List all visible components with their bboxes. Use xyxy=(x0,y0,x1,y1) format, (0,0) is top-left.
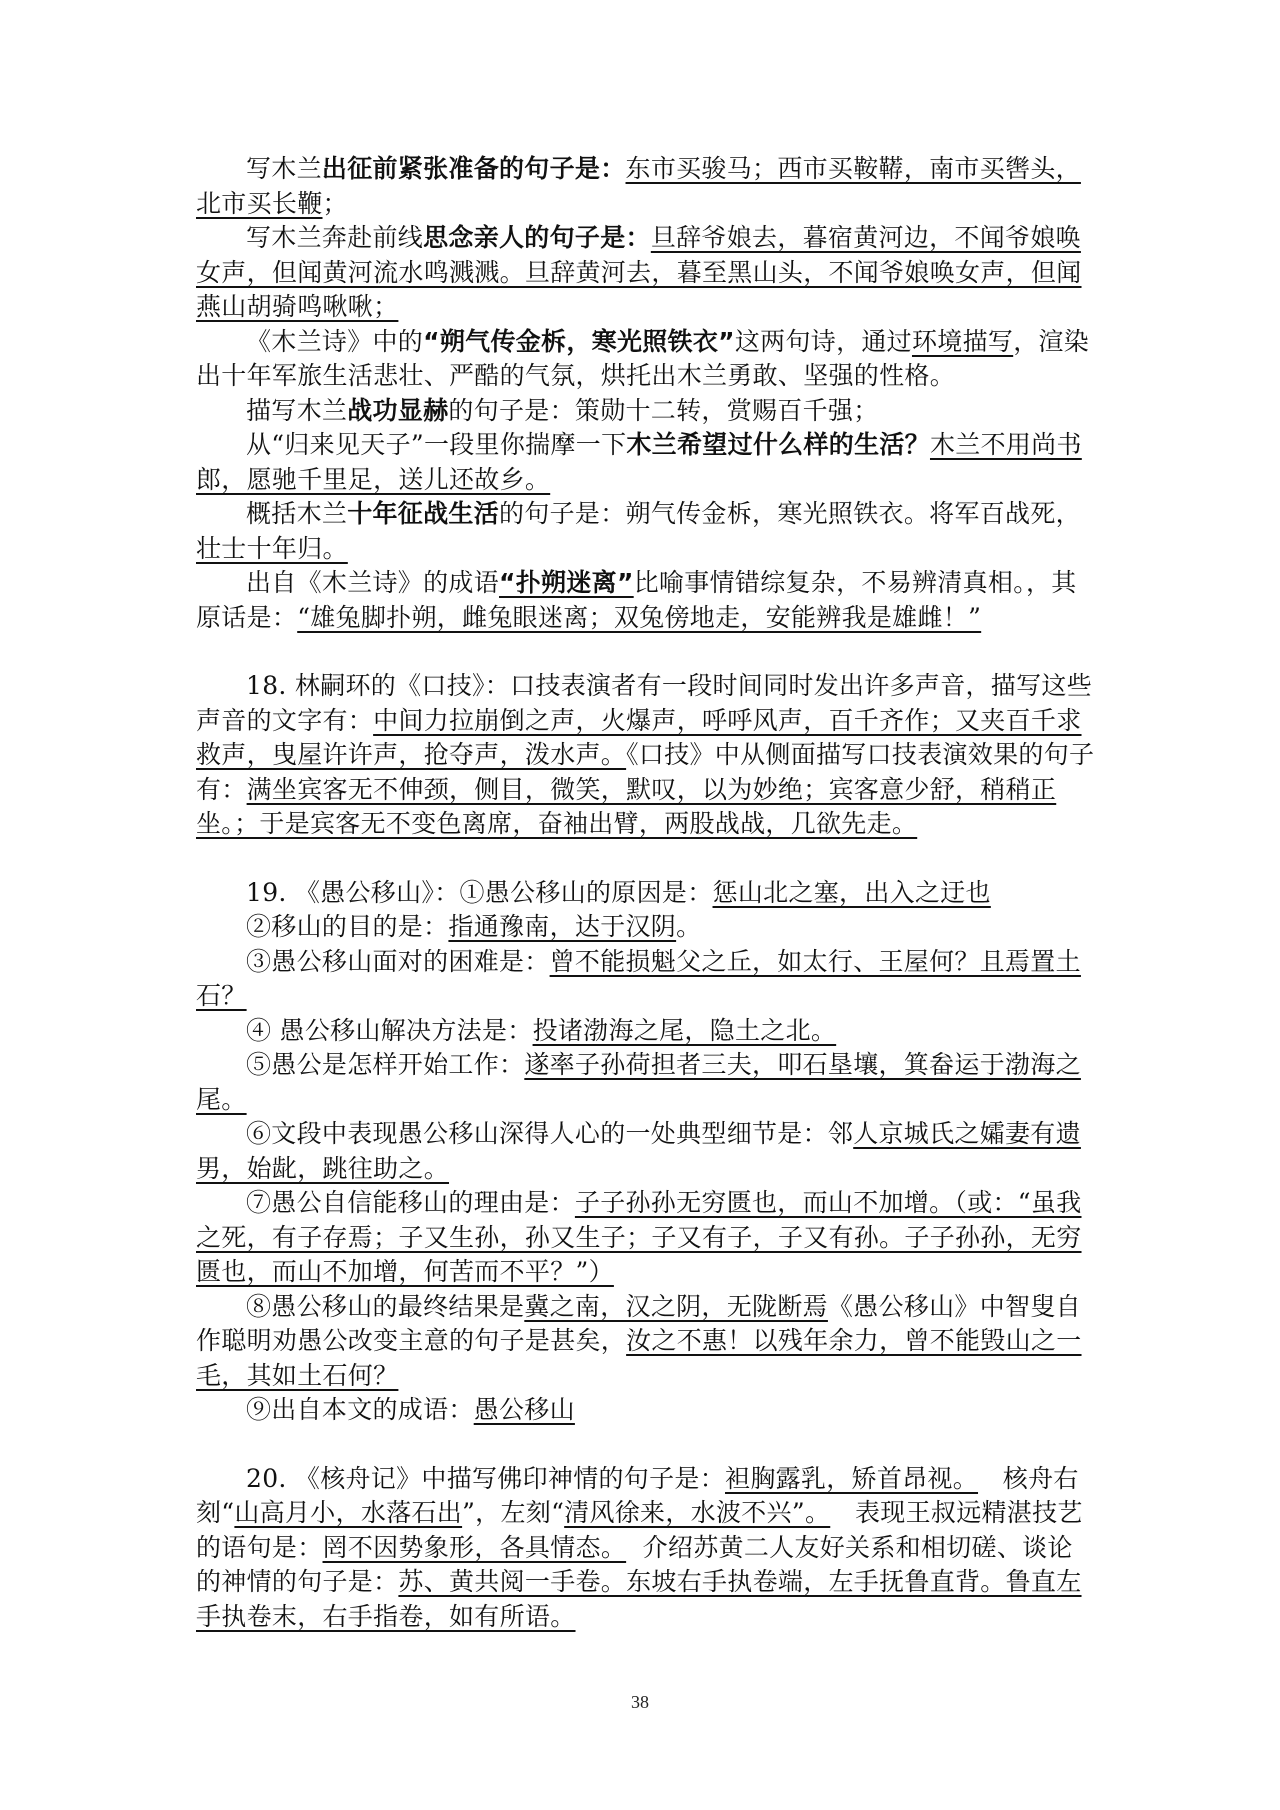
section-19-q8: ⑧愚公移山的最终结果是冀之南，汉之阴，无陇断焉《愚公移山》中智叟自作聪明劝愚公改变主意的句子是甚矣，汝之不惠！以残年余力，曾不能毁山之一毛，其如土石何？ xyxy=(196,1291,1082,1390)
section-20-hezhouji: 20. 《核舟记》中描写佛印神情的句子是：袒胸露乳，矫首昂视。 核舟右刻“山高月小，水落石出”，左刻“清风徐来，水波不兴”。 表现王叔远精湛技艺的语句是：罔不因势象形，各具情态。 介绍苏黄二人友好关系和相切磋、谈论的神情的句子是：苏、黄共阅一手卷。东坡右手执卷端，左手抚鲁直背。鲁直左手执卷末，右手指卷，如有所语。 xyxy=(196,1463,1083,1631)
spacer xyxy=(196,842,1096,876)
mulan-merit: 描写木兰战功显赫的句子是：策勋十二转，赏赐百千强； xyxy=(246,395,879,425)
mulan-wish: 从“归来见天子”一段里你揣摩一下木兰希望过什么样的生活？木兰不用尚书郎，愿驰千里足，送儿还故乡。 xyxy=(196,430,1082,494)
section-18-kouji: 18. 林嗣环的《口技》：口技表演者有一段时间同时发出许多声音，描写这些声音的文字有：中间力拉崩倒之声，火爆声，呼呼风声，百千齐作；又夹百千求救声，曳屋许许声，抢夺声，泼水声。《口技》中从侧面描写口技表演效果的句子有：满坐宾客无不伸颈，侧目，微笑，默叹，以为妙绝；宾客意少舒，稍稍正坐。；于是宾客无不变色离席，奋袖出臂，两股战战，几欲先走。 xyxy=(196,671,1095,838)
section-19-q7: ⑦愚公自信能移山的理由是：子子孙孙无穷匮也，而山不加增。（或：“虽我之死，有子存焉；子又生孙，孙又生子；子又有子，子又有孙。子子孙孙，无穷匮也，而山不加增，何苦而不平？”） xyxy=(196,1188,1082,1286)
section-19-q3: ③愚公移山面对的困难是：曾不能损魁父之丘，如太行、王屋何？且焉置土石？ xyxy=(196,946,1081,1010)
section-19-q9: ⑨出自本文的成语：愚公移山 xyxy=(246,1395,575,1424)
mulan-environment: 《木兰诗》中的“朔气传金柝，寒光照铁衣”这两句诗，通过环境描写，渲染出十年军旅生活悲壮、严酷的气氛，烘托出木兰勇敢、坚强的性格。 xyxy=(196,326,1090,390)
section-19-q1: 19. 《愚公移山》：①愚公移山的原因是：惩山北之塞，出入之迂也 xyxy=(246,877,991,907)
section-19-q6: ⑥文段中表现愚公移山深得人心的一处典型细节是：邻人京城氏之孀妻有遗男，始龀，跳往助之。 xyxy=(196,1119,1081,1183)
spacer xyxy=(196,635,1096,669)
spacer xyxy=(196,1428,1096,1462)
mulan-idiom: 出自《木兰诗》的成语“扑朔迷离”比喻事情错综复杂，不易辨清真相。，其原话是：“雄兔脚扑朔，雌兔眼迷离；双兔傍地走，安能辨我是雄雌！” xyxy=(196,568,1077,632)
section-19-q4: ④ 愚公移山解决方法是：投诸渤海之尾，隐土之北。 xyxy=(246,1015,837,1045)
page-number: 38 xyxy=(631,1692,649,1712)
section-19-q2: ②移山的目的是：指通豫南，达于汉阴。 xyxy=(246,912,702,941)
page-content xyxy=(196,152,1096,1634)
section-19-q5: ⑤愚公是怎样开始工作：遂率子孙荷担者三夫，叩石垦壤，箕畚运于渤海之尾。 xyxy=(196,1050,1081,1114)
mulan-ten-years: 概括木兰十年征战生活的句子是：朔气传金柝，寒光照铁衣。将军百战死，壮士十年归。 xyxy=(196,499,1081,563)
mulan-missing-family: 写木兰奔赴前线思念亲人的句子是：旦辞爷娘去，暮宿黄河边，不闻爷娘唤女声，但闻黄河流水鸣溅溅。旦辞黄河去，暮至黑山头，不闻爷娘唤女声，但闻燕山胡骑鸣啾啾； xyxy=(196,223,1082,321)
mulan-preparation: 写木兰出征前紧张准备的句子是：东市买骏马；西市买鞍鞯，南市买辔头，北市买长鞭； xyxy=(196,154,1081,218)
